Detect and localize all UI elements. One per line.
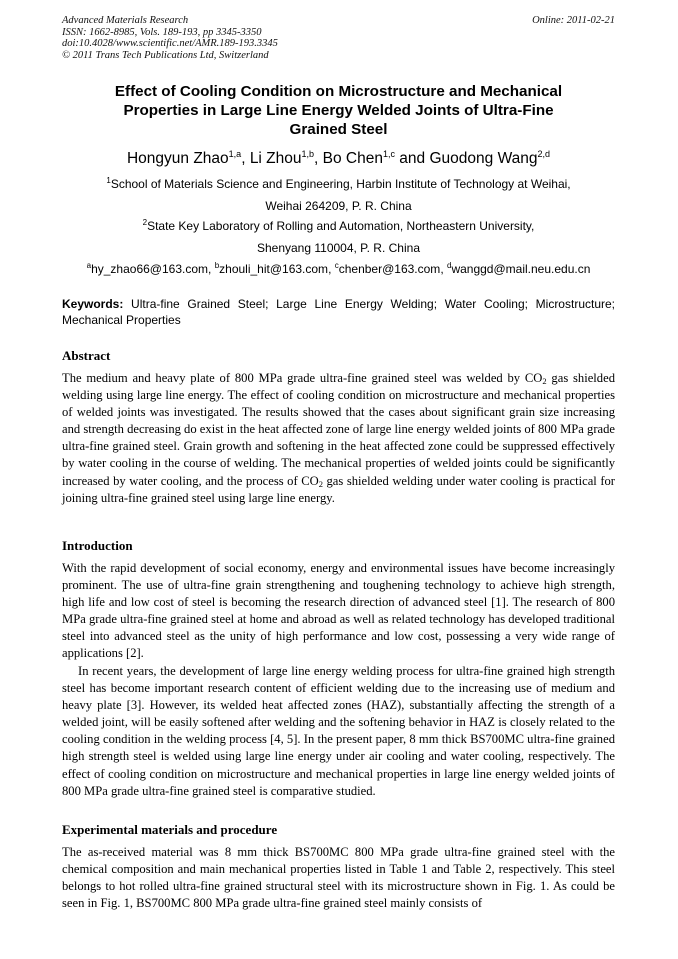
author-name: Hongyun Zhao — [126, 150, 229, 167]
email-address: zhouli_hit@163.com — [219, 262, 329, 276]
affiliation-1-line-1 — [62, 177, 615, 191]
author-affiliation-mark: 1,a — [228, 149, 242, 159]
email-separator: , — [440, 262, 447, 276]
affiliation-2-line-1 — [62, 219, 615, 233]
keywords — [62, 296, 615, 328]
email-address: chenber@163.com — [338, 262, 441, 276]
email-mark: a — [86, 261, 92, 270]
affiliation-text: School of Materials Science and Engineering, Harbin Institute of Technology at Weihai, — [110, 177, 571, 191]
issn: ISSN: 1662-8985, Vols. 189-193, pp 3345-3350 — [62, 26, 262, 38]
abstract-part: The medium and heavy plate of 800 MPa grade ultra-fine grained steel was welded by CO — [62, 371, 543, 385]
author-name: Li Zhou — [249, 150, 302, 167]
online-date: Online: 2011-02-21 — [532, 15, 615, 26]
keywords-text: Ultra-fine Grained Steel; Large Line Energy Welding; Water Cooling; Microstructure; Mechanical Properties — [62, 297, 615, 327]
journal-header — [62, 15, 278, 61]
abstract-heading: Abstract — [62, 348, 111, 363]
author-list — [62, 149, 615, 169]
subscript: 2 — [542, 376, 547, 386]
keywords-label: Keywords: — [62, 297, 124, 311]
title-line: Grained Steel — [289, 121, 388, 138]
introduction-heading: Introduction — [62, 538, 133, 553]
email-list — [62, 262, 615, 276]
affiliation-mark: 2 — [142, 218, 148, 227]
journal-name: Advanced Materials Research — [62, 15, 189, 26]
title-line: Properties in Large Line Energy Welded Joints of Ultra-Fine — [123, 102, 554, 119]
abstract-part: gas shielded welding using large line energy. The effect of cooling condition on microstructure and mechanical properties of welded joints was investigated. The results showed that the cases about significant grain size increasing and strength decreasing do exist in the heat affected zone of large line energy welded joints of 800 MPa grade ultra-fine grained steel. Grain growth and softening in the heat affected zone could be suppressed effectively by water cooling in the course of welding. The mechanical properties of welded joints could be significantly increased by water cooling, and the process of CO — [62, 371, 615, 488]
email-address: wanggd@mail.neu.edu.cn — [451, 262, 591, 276]
copyright: © 2011 Trans Tech Publications Ltd, Switzerland — [62, 49, 269, 61]
email-separator: , — [208, 262, 215, 276]
title-line: Effect of Cooling Condition on Microstructure and Mechanical — [114, 83, 563, 100]
affiliation-mark: 1 — [106, 176, 111, 185]
paper-title — [62, 82, 615, 139]
email-mark: b — [214, 261, 220, 270]
doi: doi:10.4028/www.scientific.net/AMR.189-193.3345 — [62, 38, 278, 49]
email-address: hy_zhao66@163.com — [91, 262, 209, 276]
email-mark: d — [446, 261, 452, 270]
affiliation-2-line-2: Shenyang 110004, P. R. China — [256, 241, 420, 255]
author-name: Bo Chen — [322, 150, 383, 167]
experimental-heading: Experimental materials and procedure — [62, 822, 278, 837]
email-separator: , — [328, 262, 335, 276]
experimental-paragraph: The as-received material was 8 mm thick BS700MC 800 MPa grade ultra-fine grained steel with the chemical composition and main mechanical properties listed in Table 1 and Table 2, respectively. This steel belongs to hot rolled ultra-fine grained structural steel with its microstructure shown in Fig. 1. As could be seen in Fig. 1, BS700MC 800 MPa grade ultra-fine grained steel mainly consists of — [62, 845, 615, 911]
author-name: Guodong Wang — [429, 150, 538, 167]
introduction-paragraph: With the rapid development of social economy, energy and environmental issues have become increasingly prominent. The use of ultra-fine grain strengthening and toughening technology to achieve high strength, high life and low cost of steel is becoming the research direction of advanced steel [1]. The research of 800 MPa grade ultra-fine grained steel at home and abroad as well as related technology has developed traditional steel into advanced steel as the unity of high performance and low cost, possessing a very wide range of applications [2]. — [62, 561, 615, 661]
author-separator: and — [395, 150, 430, 167]
affiliation-text: State Key Laboratory of Rolling and Automation, Northeastern University, — [147, 219, 535, 233]
author-affiliation-mark: 1,b — [301, 149, 315, 159]
author-separator: , — [314, 150, 323, 167]
author-affiliation-mark: 2,d — [537, 149, 551, 159]
subscript: 2 — [318, 478, 323, 489]
email-mark: c — [334, 261, 339, 270]
abstract-part: gas shielded welding under water cooling is practical for joining ultra-fine grained steel using large line energy. — [62, 473, 616, 505]
author-affiliation-mark: 1,c — [382, 149, 395, 159]
author-separator: , — [241, 150, 250, 167]
introduction-paragraph: In recent years, the development of large line energy welding process for ultra-fine grained high strength steel has become important research content of efficient welding due to the increasing use of medium and heavy plate [3]. However, its welded heat affected zones (HAZ), substantially affecting the strength of a welded joint, will be easily softened after welding and the softening behavior in HAZ is closely related to the cooling condition in the welding process [4, 5]. In the present paper, 8 mm thick BS700MC ultra-fine grained high strength steel is welded using large line energy under air cooling and water cooling, respectively. The effect of cooling condition on microstructure and mechanical properties in large line energy welded joints of 800 MPa grade ultra-fine grained steel is comparative studied. — [62, 664, 615, 798]
affiliation-1-line-2: Weihai 264209, P. R. China — [265, 199, 412, 213]
abstract-text — [62, 370, 615, 507]
